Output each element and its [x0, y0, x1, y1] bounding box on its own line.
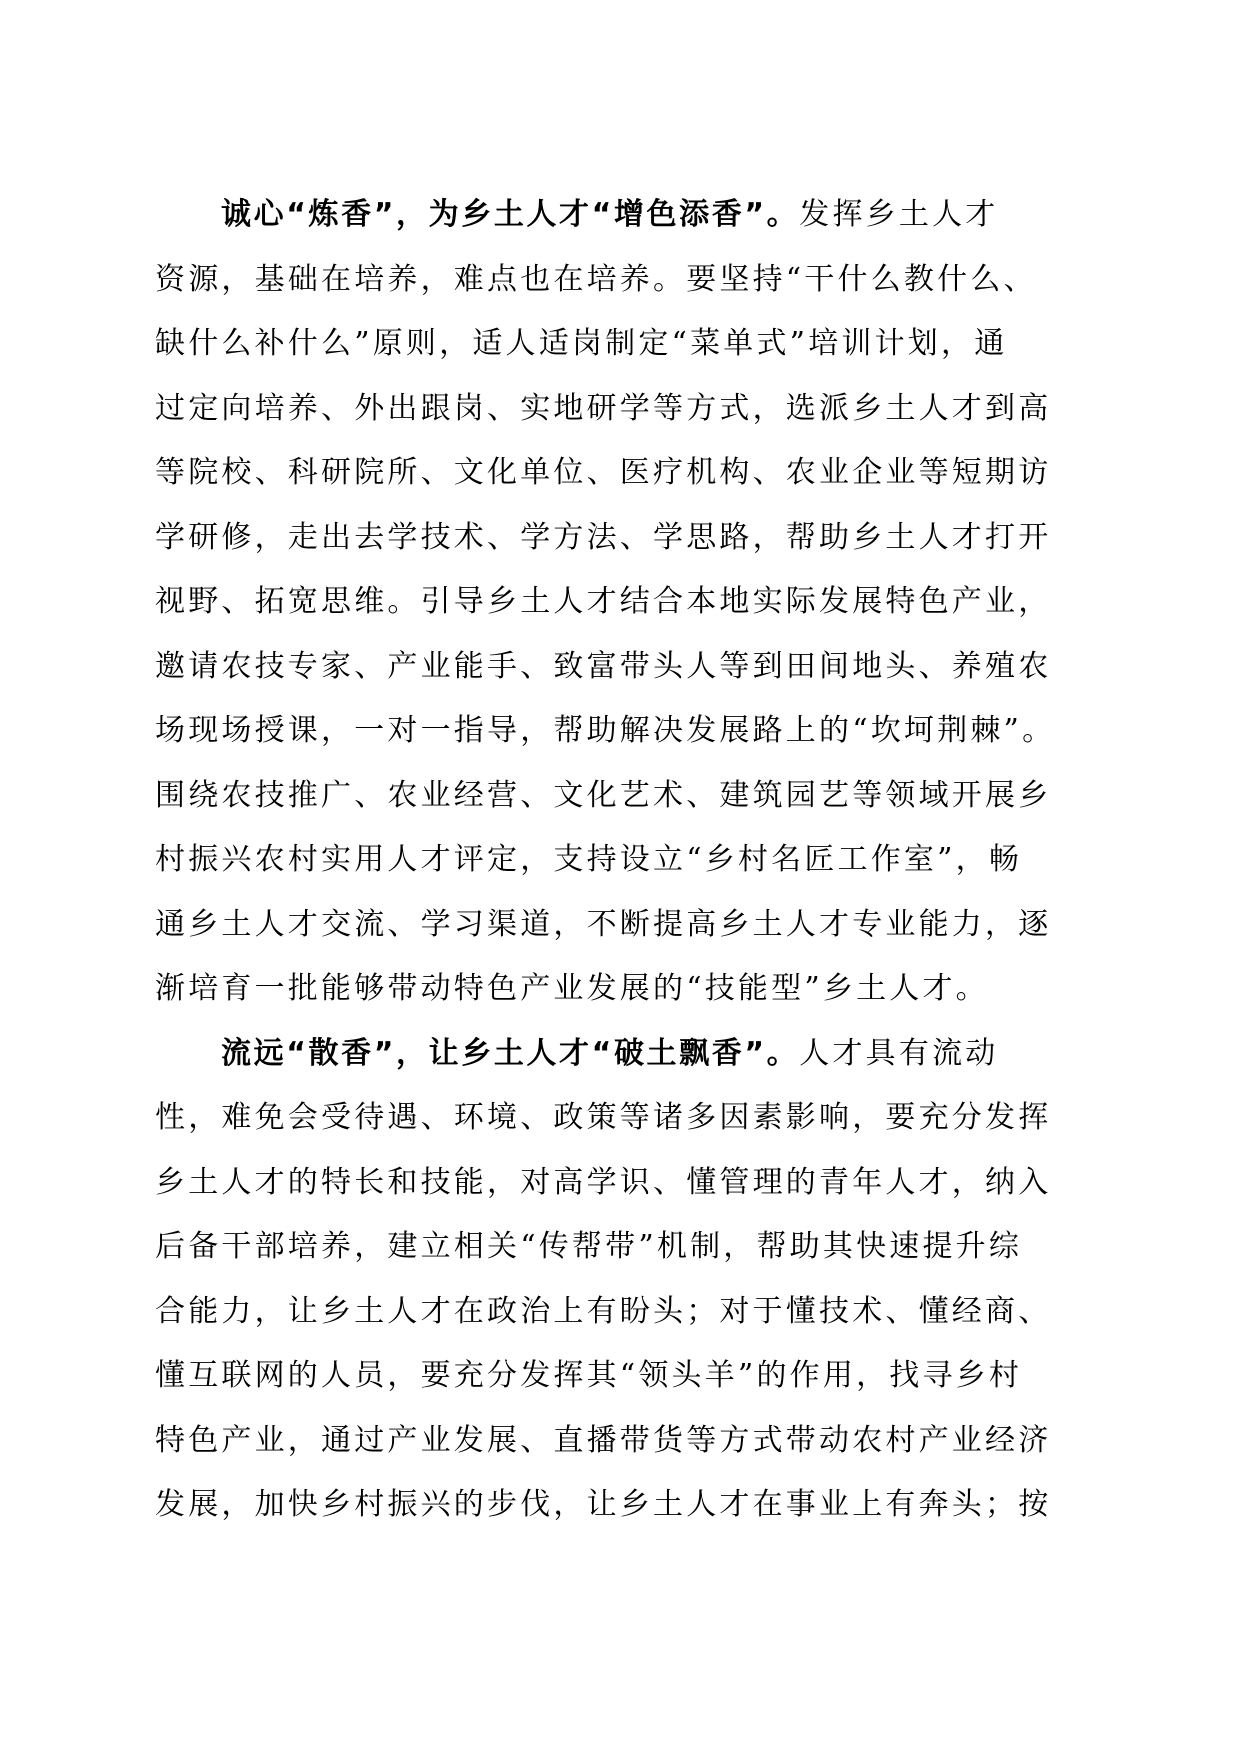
text-line: 资源，基础在培养，难点也在培养。要坚持“干什么教什么、 [155, 261, 1037, 297]
text-line: 缺什么补什么”原则，适人适岗制定“菜单式”培训计划，通 [155, 326, 1008, 361]
text-line: 通乡土人才交流、学习渠道，不断提高乡土人才专业能力，逐 [155, 906, 1052, 942]
text-line: 村振兴农村实用人才评定，支持设立“乡村名匠工作室”，畅 [155, 842, 1023, 877]
text-line: 学研修，走出去学技术、学方法、学思路，帮助乡土人才打开 [155, 519, 1052, 555]
text-line: 性，难免会受待遇、环境、政策等诸多因素影响，要充分发挥 [155, 1100, 1052, 1135]
text-line: 合能力，让乡土人才在政治上有盼头；对于懂技术、懂经商、 [155, 1293, 1052, 1329]
text-line: 过定向培养、外出跟岗、实地研学等方式，选派乡土人才到高 [155, 390, 1052, 426]
text-line: 渐培育一批能够带动特色产业发展的“技能型”乡土人才。 [155, 971, 989, 1006]
paragraph-1-first-line [155, 183, 1115, 248]
paragraph-1-first-line-rest: 发挥乡土人才 [799, 197, 999, 232]
paragraph-1-heading: 诚心“炼香”，为乡土人才“增色添香”。 [221, 197, 800, 232]
text-line: 邀请农技专家、产业能手、致富带头人等到田间地头、养殖农 [155, 648, 1052, 684]
text-line: 等院校、科研院所、文化单位、医疗机构、农业企业等短期访 [155, 455, 1052, 490]
text-line: 乡土人才的特长和技能，对高学识、懂管理的青年人才，纳入 [155, 1164, 1052, 1200]
text-line: 围绕农技推广、农业经营、文化艺术、建筑园艺等领域开展乡 [155, 777, 1052, 813]
text-line: 场现场授课，一对一指导，帮助解决发展路上的“坎坷荆棘”。 [155, 713, 1056, 748]
text-line: 特色产业，通过产业发展、直播带货等方式带动农村产业经济 [155, 1422, 1052, 1458]
text-line: 懂互联网的人员，要充分发挥其“领头羊”的作用，找寻乡村 [155, 1358, 1023, 1393]
paragraph-2-first-line-rest: 人才具有流动 [799, 1035, 999, 1071]
paragraph-2-heading: 流远“散香”，让乡土人才“破土飘香”。 [221, 1035, 800, 1071]
text-line: 后备干部培养，建立相关“传帮带”机制，帮助其快速提升综 [155, 1229, 1023, 1264]
text-line: 发展，加快乡村振兴的步伐，让乡土人才在事业上有奔头；按 [155, 1487, 1052, 1522]
text-line: 视野、拓宽思维。引导乡土人才结合本地实际发展特色产业， [155, 584, 1052, 619]
paragraph-2-first-line [155, 1022, 1115, 1087]
body-text [155, 183, 1115, 1538]
